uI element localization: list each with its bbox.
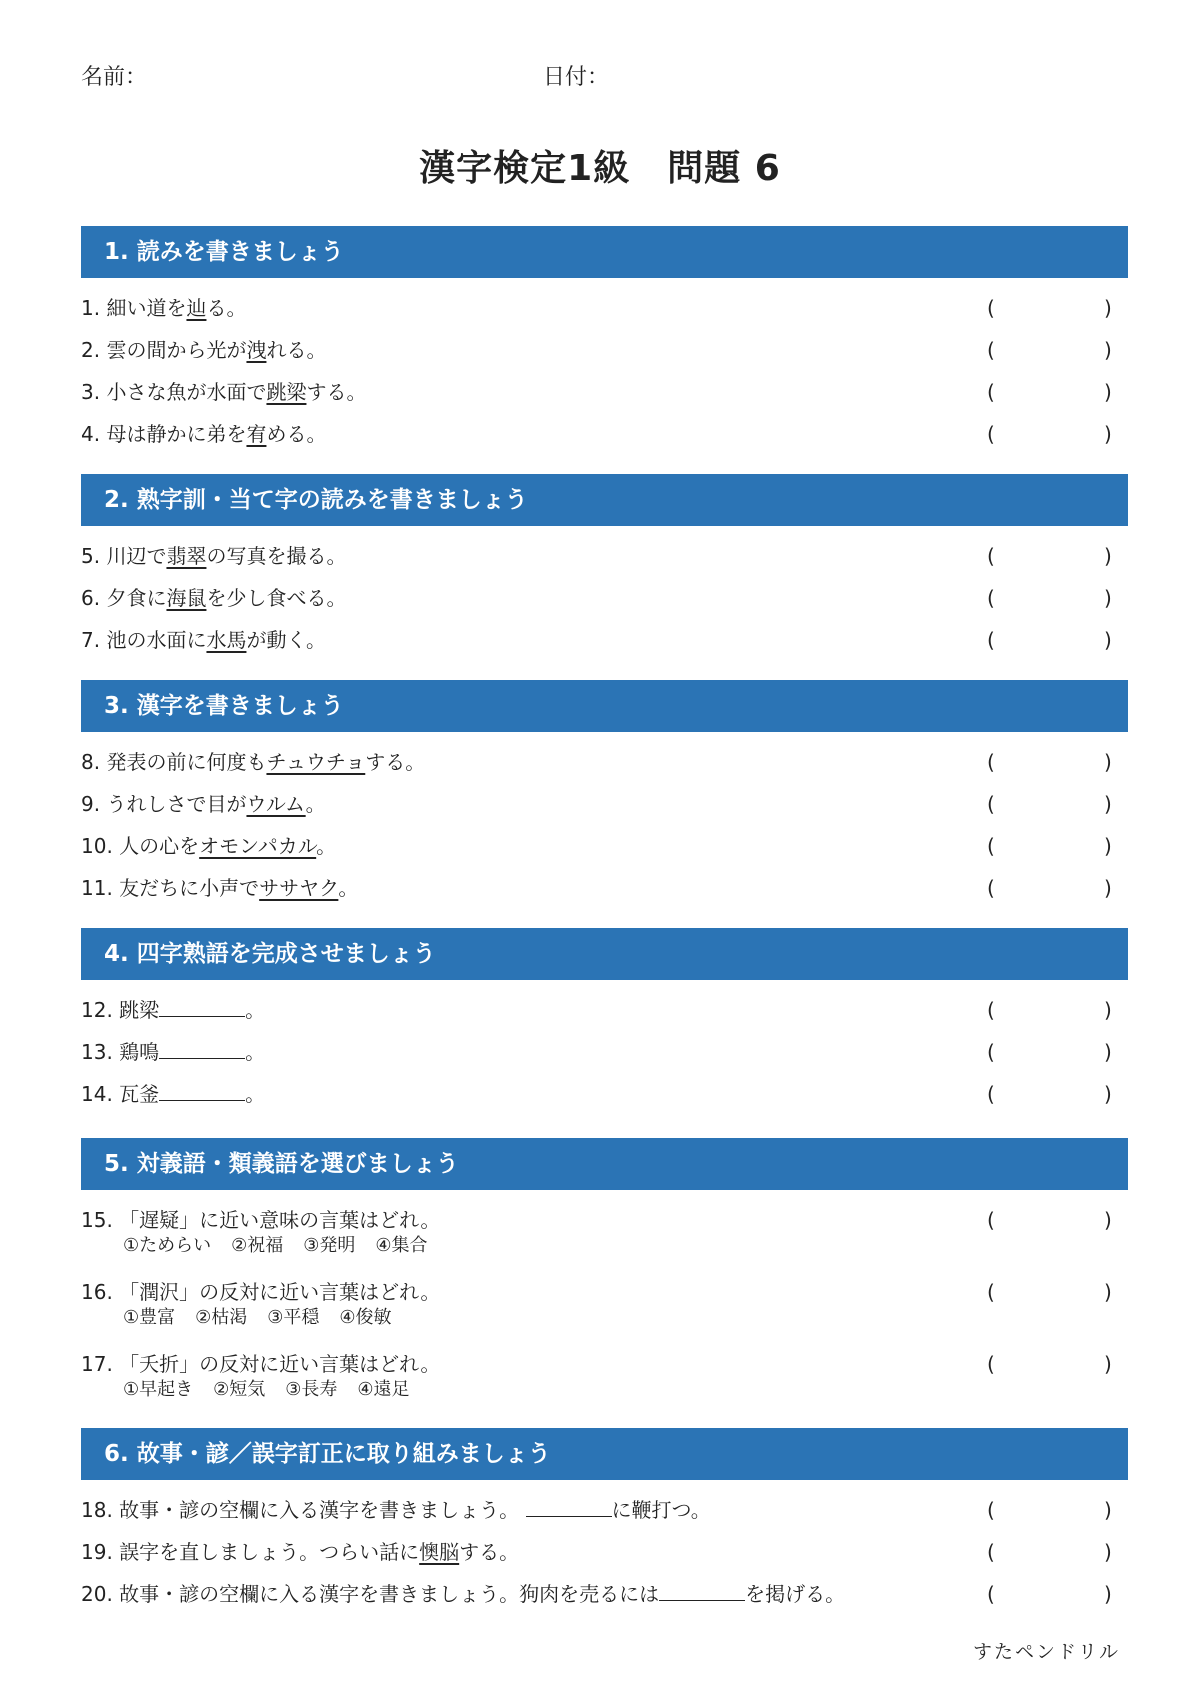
choice-option: ③長寿 <box>285 1379 338 1400</box>
answer-close-paren: ) <box>1104 1208 1112 1232</box>
question-text: する。 <box>306 380 367 404</box>
choice-option: ④遠足 <box>357 1379 410 1400</box>
question-text: に鞭打つ。 <box>611 1498 711 1522</box>
choice-option: ③平穏 <box>267 1307 320 1328</box>
question-text: 11. 友だちに小声で <box>81 876 260 900</box>
answer-close-paren: ) <box>1104 338 1112 362</box>
answer-close-paren: ) <box>1104 1582 1112 1606</box>
answer-open-paren: ( <box>987 1540 995 1564</box>
question-text: 4. 母は静かに弟を <box>81 422 247 446</box>
choice-option: ②枯渇 <box>195 1307 248 1328</box>
answer-close-paren: ) <box>1104 296 1112 320</box>
section-heading: 5. 対義語・類義語を選びましょう <box>81 1138 1128 1190</box>
question-item <box>81 622 1128 664</box>
answer-close-paren: ) <box>1104 792 1112 816</box>
answer-blank[interactable] <box>159 1036 245 1059</box>
answer-open-paren: ( <box>987 1280 995 1304</box>
choice-option: ④俊敏 <box>339 1307 392 1328</box>
question-item <box>81 1346 1128 1418</box>
question-item <box>81 538 1128 580</box>
target-word: 水馬 <box>206 628 247 652</box>
question-text: 2. 雲の間から光が <box>81 338 247 362</box>
target-word: 跳梁 <box>266 380 307 404</box>
choice-list <box>81 1234 1128 1264</box>
answer-close-paren: ) <box>1104 586 1112 610</box>
answer-blank[interactable] <box>659 1578 745 1601</box>
question-text: 7. 池の水面に <box>81 628 207 652</box>
answer-open-paren: ( <box>987 1082 995 1106</box>
section-heading: 3. 漢字を書きましょう <box>81 680 1128 732</box>
section-heading: 2. 熟字訓・当て字の読みを書きましょう <box>81 474 1128 526</box>
answer-close-paren: ) <box>1104 1352 1112 1376</box>
question-text: を掲げる。 <box>745 1582 846 1606</box>
question-item <box>81 1202 1128 1274</box>
answer-blank[interactable] <box>159 1078 245 1101</box>
question-item <box>81 786 1128 828</box>
answer-open-paren: ( <box>987 1498 995 1522</box>
answer-open-paren: ( <box>987 544 995 568</box>
question-item <box>81 870 1128 912</box>
choice-option: ①早起き <box>123 1379 194 1400</box>
question-text: する。 <box>459 1540 520 1564</box>
question-text: 。 <box>305 792 326 816</box>
question-item <box>81 1492 1128 1534</box>
question-text: 9. うれしさで目が <box>81 792 247 816</box>
question-text: が動く。 <box>246 628 327 652</box>
answer-close-paren: ) <box>1104 544 1112 568</box>
question-item <box>81 1576 1128 1618</box>
question-item <box>81 1534 1128 1576</box>
question-text: の写真を撮る。 <box>206 544 347 568</box>
question-text: 14. 瓦釜 <box>81 1082 160 1106</box>
answer-close-paren: ) <box>1104 750 1112 774</box>
question-text: 20. 故事・諺の空欄に入る漢字を書きましょう。狗肉を売るには <box>81 1582 660 1606</box>
question-text: 。 <box>338 876 359 900</box>
answer-close-paren: ) <box>1104 380 1112 404</box>
question-text: 17. 「夭折」の反対に近い言葉はどれ。 <box>81 1352 441 1376</box>
target-word: チュウチョ <box>266 750 366 774</box>
footer-brand: すたペンドリル <box>972 1641 1120 1663</box>
answer-close-paren: ) <box>1104 998 1112 1022</box>
target-word: 懊脳 <box>419 1540 460 1564</box>
question-item <box>81 992 1128 1034</box>
choice-option: ②短気 <box>213 1379 266 1400</box>
section-heading: 1. 読みを書きましょう <box>81 226 1128 278</box>
question-item <box>81 1076 1128 1118</box>
choice-list <box>81 1306 1128 1336</box>
question-text: 19. 誤字を直しましょう。つらい話に <box>81 1540 420 1564</box>
answer-close-paren: ) <box>1104 1540 1112 1564</box>
question-text: 。 <box>245 1040 266 1064</box>
question-text: 6. 夕食に <box>81 586 167 610</box>
target-word: ササヤク <box>259 876 339 900</box>
answer-open-paren: ( <box>987 628 995 652</box>
answer-blank[interactable] <box>526 1494 612 1517</box>
answer-open-paren: ( <box>987 834 995 858</box>
answer-open-paren: ( <box>987 1040 995 1064</box>
choice-option: ④集合 <box>375 1235 428 1256</box>
answer-open-paren: ( <box>987 296 995 320</box>
answer-open-paren: ( <box>987 998 995 1022</box>
answer-close-paren: ) <box>1104 1498 1112 1522</box>
question-text: める。 <box>266 422 327 446</box>
answer-open-paren: ( <box>987 586 995 610</box>
question-text: 18. 故事・諺の空欄に入る漢字を書きましょう。 <box>81 1498 520 1522</box>
question-item <box>81 1274 1128 1346</box>
answer-open-paren: ( <box>987 1582 995 1606</box>
target-word: オモンパカル <box>199 834 317 858</box>
answer-close-paren: ) <box>1104 834 1112 858</box>
question-text: 3. 小さな魚が水面で <box>81 380 267 404</box>
question-item <box>81 744 1128 786</box>
answer-close-paren: ) <box>1104 628 1112 652</box>
answer-close-paren: ) <box>1104 1280 1112 1304</box>
question-text: する。 <box>365 750 426 774</box>
answer-open-paren: ( <box>987 422 995 446</box>
question-text: 10. 人の心を <box>81 834 200 858</box>
target-word: 宥 <box>246 422 267 446</box>
question-text: 1. 細い道を <box>81 296 187 320</box>
name-label: 名前： <box>81 65 148 90</box>
question-text: 8. 発表の前に何度も <box>81 750 267 774</box>
question-item <box>81 580 1128 622</box>
question-text: 。 <box>245 998 266 1022</box>
question-text: 5. 川辺で <box>81 544 167 568</box>
choice-option: ①豊富 <box>123 1307 176 1328</box>
target-word: ウルム <box>246 792 306 816</box>
section-3 <box>81 680 1128 912</box>
answer-open-paren: ( <box>987 876 995 900</box>
question-item <box>81 332 1128 374</box>
target-word: 海鼠 <box>166 586 207 610</box>
question-item <box>81 828 1128 870</box>
answer-open-paren: ( <box>987 1352 995 1376</box>
choice-option: ①ためらい <box>123 1235 212 1256</box>
section-heading: 4. 四字熟語を完成させましょう <box>81 928 1128 980</box>
section-2 <box>81 474 1128 664</box>
choice-list <box>81 1378 1128 1408</box>
date-label: 日付： <box>543 65 610 90</box>
question-text: 12. 跳梁 <box>81 998 160 1022</box>
question-text: 15. 「遅疑」に近い意味の言葉はどれ。 <box>81 1208 441 1232</box>
section-1 <box>81 226 1128 458</box>
answer-blank[interactable] <box>159 994 245 1017</box>
question-text: 。 <box>316 834 337 858</box>
target-word: 洩 <box>246 338 267 362</box>
section-heading: 6. 故事・諺／誤字訂正に取り組みましょう <box>81 1428 1128 1480</box>
answer-open-paren: ( <box>987 792 995 816</box>
choice-option: ③発明 <box>303 1235 356 1256</box>
question-text: 。 <box>245 1082 266 1106</box>
answer-close-paren: ) <box>1104 1040 1112 1064</box>
question-text: る。 <box>206 296 247 320</box>
question-item <box>81 290 1128 332</box>
target-word: 翡翠 <box>166 544 207 568</box>
page-title: 漢字検定1級 問題 6 <box>419 148 781 189</box>
question-item <box>81 416 1128 458</box>
answer-open-paren: ( <box>987 1208 995 1232</box>
question-text: を少し食べる。 <box>206 586 347 610</box>
answer-open-paren: ( <box>987 750 995 774</box>
question-text: 16. 「潤沢」の反対に近い言葉はどれ。 <box>81 1280 441 1304</box>
answer-close-paren: ) <box>1104 876 1112 900</box>
question-text: 13. 鶏鳴 <box>81 1040 160 1064</box>
question-text: れる。 <box>266 338 327 362</box>
question-item <box>81 374 1128 416</box>
section-5 <box>81 1138 1128 1418</box>
answer-close-paren: ) <box>1104 422 1112 446</box>
choice-option: ②祝福 <box>231 1235 284 1256</box>
answer-close-paren: ) <box>1104 1082 1112 1106</box>
section-4 <box>81 928 1128 1118</box>
question-item <box>81 1034 1128 1076</box>
answer-open-paren: ( <box>987 338 995 362</box>
section-6 <box>81 1428 1128 1618</box>
target-word: 辿 <box>186 296 207 320</box>
answer-open-paren: ( <box>987 380 995 404</box>
